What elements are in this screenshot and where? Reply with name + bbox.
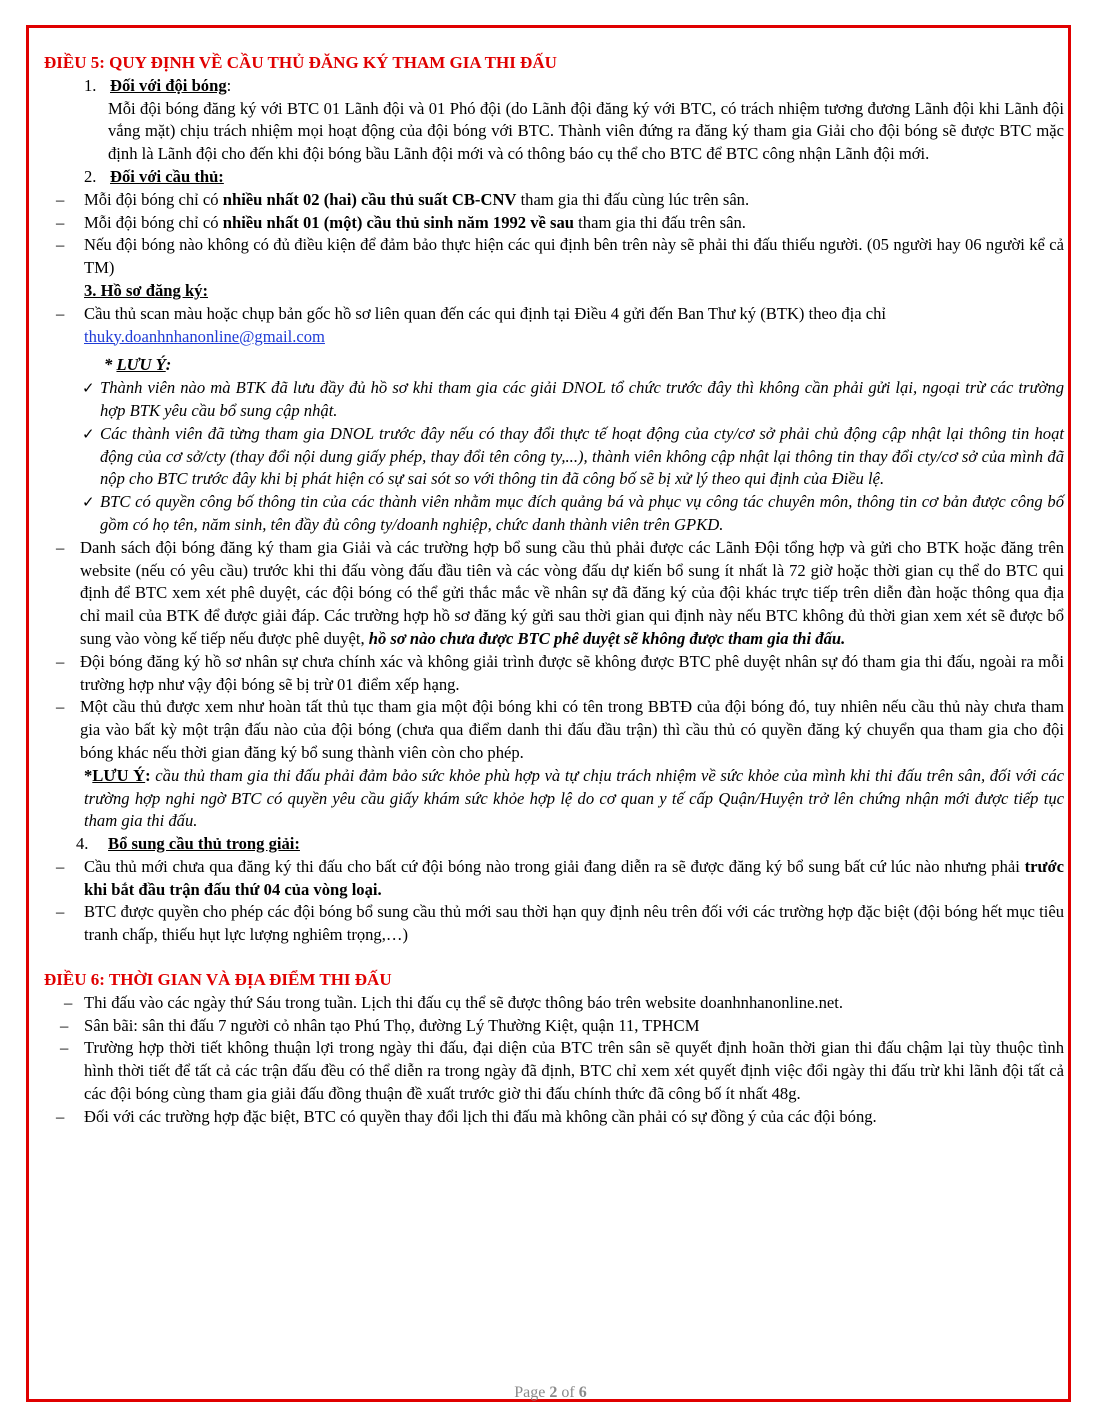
bullet-text: tham gia thi đấu cùng lúc trên sân. [516,189,750,209]
bullet-text: Trường hợp thời tiết không thuận lợi trong ngày thi đấu, đại diện của BTC trên sân sẽ quyết định hoãn thời gian thi đấu chậm lại tùy thuộc tình hình thời tiết để tất cả các trận đấu đều có thể diễn ra trong ngày đã định, BTC chỉ xem xét quyết định việc đổi ngày thi đấu trừ khi lãnh đội tất cả các đội bóng cùng tham gia giải đấu đồng thuận đề xuất trước giờ thi đấu chính thức đã công bố ít nhất 48g. [84,1038,1064,1104]
dash-marker: – [56,189,65,209]
bullet-text: Đội bóng đăng ký hồ sơ nhân sự chưa chính xác và không giải trình được sẽ không được BTC phê duyệt nhân sự đó tham gia thi đấu, ngoài ra mỗi trường hợp như vậy đội bóng sẽ bị trừ 01 điểm xếp hạng. [80,651,1064,694]
note-label: LƯU Ý [92,765,146,785]
section-3-bullet-3 [44,651,1064,697]
dash-marker: – [60,1038,69,1058]
section-2-heading [44,166,1064,189]
section-4-number: 4. [76,834,89,854]
section-3-title: 3. Hồ sơ đăng ký: [84,280,208,300]
section-4-bullet-1 [44,856,1064,902]
document-body [44,52,1064,1129]
bullet-text: Đối với các trường hợp đặc biệt, BTC có quyền thay đổi lịch thi đấu mà không cần phải có sự đồng ý của các đội bóng. [84,1106,877,1126]
footer-of-word: of [557,1384,579,1401]
article-6-item-1 [44,992,1064,1015]
dash-marker: – [56,303,65,323]
note-label: LƯU Ý [116,355,166,375]
bullet-text: Mỗi đội bóng chỉ có [84,189,223,209]
email-link[interactable]: thuky.doanhnhanonline@gmail.com [84,326,325,346]
bullet-text: BTC được quyền cho phép các đội bóng bổ sung cầu thủ mới sau thời hạn quy định nêu trên đối với các trường hợp đặc biệt (đội bóng hết mục tiêu tranh chấp, thiếu hụt lực lượng nghiêm trọng,…) [84,902,1064,945]
section-3-bullet-4 [44,696,1064,764]
bullet-text: Một cầu thủ được xem như hoàn tất thủ tục tham gia một đội bóng khi có tên trong BBTĐ của đội bóng đó, tuy nhiên nếu cầu thủ này chưa tham gia vào bất kỳ một trận đấu nào của đội bóng (chưa qua điểm danh thi đấu đầu trận) thì cầu thủ có quyền đăng ký chuyển qua tham gia cho đội bóng khác nếu thời gian đăng ký bổ sung thành viên còn cho phép. [80,697,1064,762]
section-1-colon: : [226,75,232,95]
bullet-text: Thi đấu vào các ngày thứ Sáu trong tuần. Lịch thi đấu cụ thể sẽ được thông báo trên website doanhnhanonline.net. [84,992,843,1012]
check-icon: ✓ [82,493,95,512]
note-2-text: cầu thủ tham gia thi đấu phải đảm bảo sức khỏe phù hợp và tự chịu trách nhiệm về sức khỏe của mình khi thi đấu trên sân, đối với các trường hợp nghi ngờ BTC có quyền yêu cầu giấy khám sức khỏe hợp lệ do cơ quan y tế cấp Quận/Huyện trở lên chứng nhận mới được tiếp tục tham gia thi đấu. [84,765,1064,831]
note-item-text: Thành viên nào mà BTK đã lưu đầy đủ hồ sơ khi tham gia các giải DNOL tổ chức trước đây thì không cần phải gửi lại, ngoại trừ các trường hợp BTK yêu cầu bổ sung cập nhật. [100,378,1064,420]
note-item-text: Các thành viên đã từng tham gia DNOL trước đây nếu có thay đổi thực tế hoạt động của cty/cơ sở phải chủ động cập nhật lại thông tin hoạt động của cơ sở/cty (thay đổi nội dung giấy phép, thay đổi tên công ty,...), thành viên không cập nhật lại thông tin thay đổi cty/cơ sở của mình đã nộp cho BTC trước đây khi bị phát hiện có sự sai sót so với thông tin đã công bố sẽ bị xử lý theo qui định của Điều lệ. [100,423,1064,489]
note-2-label [84,766,155,785]
bullet-text: Mỗi đội bóng chỉ có [84,212,223,232]
section-3-heading [44,280,1064,303]
dash-marker: – [56,856,65,876]
dash-marker: – [60,1015,69,1035]
section-2-number: 2. [84,166,97,186]
section-1-heading [44,75,1064,98]
note-1-item-3 [44,491,1064,537]
note-colon: : [165,355,172,375]
footer-page-number: 2 [549,1384,558,1401]
section-2-bullet-1 [44,189,1064,212]
note-colon: : [145,765,156,785]
article-6-item-3 [44,1037,1064,1105]
dash-marker: – [56,235,65,255]
note-star: * [104,355,117,375]
bullet-bold-text: trước khi bắt đầu trận đấu thứ 04 của vòng loại. [84,856,1064,899]
note-1-item-2 [44,423,1064,491]
section-4-title: Bổ sung cầu thủ trong giải: [108,834,300,854]
bullet-bold-text: nhiều nhất 01 (một) cầu thủ sinh năm 1992 về sau [222,212,575,232]
bullet-text: Cầu thủ mới chưa qua đăng ký thi đấu cho bất cứ đội bóng nào trong giải đang diễn ra sẽ được đăng ký bổ sung bất cứ lúc nào nhưng phải [84,856,1025,876]
section-1-paragraph: Mỗi đội bóng đăng ký với BTC 01 Lãnh đội và 01 Phó đội (do Lãnh đội đăng ký với BTC, có trách nhiệm tương đương Lãnh đội khi Lãnh đội vắng mặt) chịu trách nhiệm mọi hoạt động của đội bóng với BTC. Thành viên đứng ra đăng ký tham gia Giải cho đội bóng sẽ được BTC mặc định là Lãnh đội cho đến khi đội bóng bầu Lãnh đội mới và có thông báo cụ thể cho BTC để BTC công nhận Lãnh đội mới. [108,98,1064,164]
dash-marker: – [56,902,65,922]
dash-marker: – [64,992,73,1012]
section-1-number: 1. [84,75,97,95]
note-1-item-1 [44,377,1064,423]
article-5-heading: ĐIỀU 5: QUY ĐỊNH VỀ CẦU THỦ ĐĂNG KÝ THAM GIA THI ĐẤU [44,53,557,72]
section-3-bullet-2 [44,537,1064,651]
section-2-bullet-2 [44,212,1064,235]
dash-marker: – [56,212,65,232]
check-icon: ✓ [82,379,95,398]
bullet-bold-text: nhiều nhất 02 (hai) cầu thủ suất CB-CNV [222,189,517,209]
article-6-item-2 [44,1015,1064,1038]
bullet-text: Nếu đội bóng nào không có đủ điều kiện để đảm bảo thực hiện các qui định bên trên này sẽ phải thi đấu thiếu người. (05 người hay 06 người kể cả TM) [84,235,1064,278]
bullet-text: Danh sách đội bóng đăng ký tham gia Giải và các trường hợp bổ sung cầu thủ phải được các Lãnh Đội tổng hợp và gửi cho BTK hoặc đăng trên website (nếu có yêu cầu) trước khi thi đấu vòng đấu đầu tiên và các vòng đấu dự kiến bổ sung ít nhất là 72 giờ hoặc thời gian cụ thể do BTC qui định để BTC xem xét phê duyệt, các đội bóng có thể gửi thắc mắc về nhân sự đã đăng ký của đội khác trực tiếp trên diễn đàn hoặc thông qua địa chỉ mail của BTK để được giải đáp. Các trường hợp hồ sơ đăng ký gửi sau thời gian qui định này nếu BTC không đủ thời gian xem xét sẽ được bổ sung vào vòng kế tiếp nếu được phê duyệt, [80,537,1064,648]
note-1-title [44,354,1064,377]
dash-marker: – [56,697,65,717]
section-1-title: Đối với đội bóng [110,75,227,95]
check-icon: ✓ [82,424,95,443]
note-item-text: BTC có quyền công bố thông tin của các thành viên nhằm mục đích quảng bá và phục vụ công tác chuyên môn, thông tin cơ bản được công bố gồm có họ tên, năm sinh, tên đầy đủ công ty/doanh nghiệp, chức danh thành viên trên GPKD. [100,492,1064,534]
section-2-title: Đối với cầu thủ: [110,166,224,186]
article-6-item-4 [44,1106,1064,1129]
section-4-bullet-2 [44,901,1064,947]
section-3-bullet-1 [44,303,1064,349]
bullet-text: Sân bãi: sân thi đấu 7 người cỏ nhân tạo Phú Thọ, đường Lý Thường Kiệt, quận 11, TPHCM [84,1015,700,1035]
dash-marker: – [56,651,65,671]
spacer [44,947,1064,969]
bullet-bold-italic-text: hồ sơ nào chưa được BTC phê duyệt sẽ không được tham gia thi đấu. [368,628,846,648]
dash-marker: – [56,537,65,557]
bullet-text: tham gia thi đấu trên sân. [574,212,746,232]
footer-page-word: Page [514,1384,550,1401]
dash-marker: – [56,1106,65,1126]
note-2 [44,765,1064,833]
section-2-bullet-3 [44,234,1064,280]
bullet-text: Cầu thủ scan màu hoặc chụp bản gốc hồ sơ liên quan đến các qui định tại Điều 4 gửi đến Ban Thư ký (BTK) theo địa chỉ [84,303,887,323]
page-footer [0,1384,1101,1402]
footer-page-total: 6 [578,1384,587,1401]
section-4-heading [44,833,1064,856]
article-6-heading: ĐIỀU 6: THỜI GIAN VÀ ĐỊA ĐIỂM THI ĐẤU [44,970,392,990]
note-star: * [84,765,93,785]
